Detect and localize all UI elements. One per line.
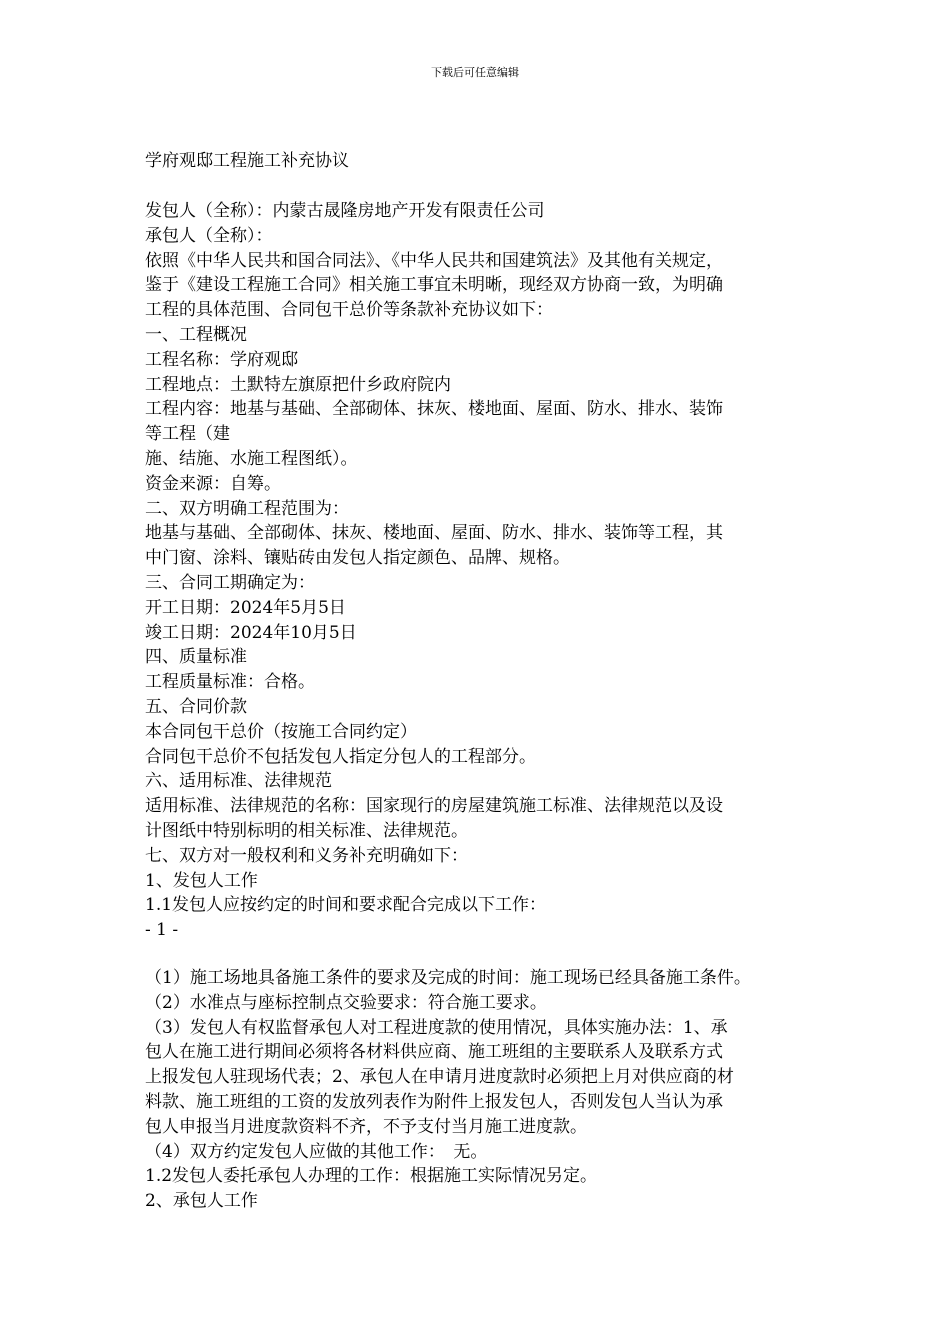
paragraph-line: （1）施工场地具备施工条件的要求及完成的时间：施工现场已经具备施工条件。 <box>145 968 751 988</box>
paragraph-line: 发包人（全称）：内蒙古晟隆房地产开发有限责任公司 <box>145 201 545 221</box>
paragraph-line: 料款、施工班组的工资的发放列表作为附件上报发包人，否则发包人当认为承 <box>145 1091 723 1112</box>
section-heading: 六、适用标准、法律规范 <box>145 771 332 792</box>
body-block-page-1 <box>145 199 835 943</box>
paragraph-line: 工程质量标准：合格。 <box>145 672 315 693</box>
paragraph-line: 开工日期：2024年5月5日 <box>145 597 346 618</box>
paragraph-line: 竣工日期：2024年10月5日 <box>145 622 357 643</box>
paragraph-line: 适用标准、法律规范的名称：国家现行的房屋建筑施工标准、法律规范以及设 <box>145 796 723 817</box>
header-note: 下载后可任意编辑 <box>431 66 519 79</box>
paragraph-line: 工程地点：土默特左旗原把什乡政府院内 <box>145 374 451 395</box>
paragraph-line: 施、结施、水施工程图纸）。 <box>145 448 358 469</box>
section-heading: 五、合同价款 <box>145 696 247 717</box>
section-heading: 七、双方对一般权利和义务补充明确如下： <box>145 845 468 866</box>
paragraph-line: 等工程（建 <box>145 424 230 445</box>
section-heading: 四、质量标准 <box>145 647 247 668</box>
paragraph-line: 鉴于《建设工程施工合同》相关施工事宜未明晰，现经双方协商一致，为明确 <box>145 275 723 296</box>
paragraph-line: 包人在施工进行期间必须将各材料供应商、施工班组的主要联系人及联系方式 <box>145 1042 723 1063</box>
subsection-heading: 1、发包人工作 <box>145 870 258 891</box>
paragraph-line: 地基与基础、全部砌体、抹灰、楼地面、屋面、防水、排水、装饰等工程，其 <box>145 523 723 544</box>
paragraph-line: 工程内容：地基与基础、全部砌体、抹灰、楼地面、屋面、防水、排水、装饰 <box>145 399 723 420</box>
paragraph-line: （3）发包人有权监督承包人对工程进度款的使用情况，具体实施办法：1、承 <box>145 1017 728 1038</box>
paragraph-line: 中门窗、涂料、镶贴砖由发包人指定颜色、品牌、规格。 <box>145 548 570 569</box>
paragraph-line: 上报发包人驻现场代表；2、承包人在申请月进度款时必须把上月对供应商的材 <box>145 1067 734 1088</box>
paragraph-line: 包人申报当月进度款资料不齐，不予支付当月施工进度款。 <box>145 1116 587 1137</box>
subsection-heading: 2、承包人工作 <box>145 1191 258 1212</box>
page-number: - 1 - <box>145 920 179 941</box>
body-block-page-2 <box>145 966 835 1214</box>
paragraph-line: （2）水准点与座标控制点交验要求：符合施工要求。 <box>145 992 547 1013</box>
paragraph-line: 计图纸中特别标明的相关标准、法律规范。 <box>145 820 468 841</box>
paragraph-line: （4）双方约定发包人应做的其他工作： 无。 <box>145 1141 488 1162</box>
paragraph-line: 1.1发包人应按约定的时间和要求配合完成以下工作： <box>145 895 547 916</box>
paragraph-line: 工程名称：学府观邸 <box>145 349 298 370</box>
paragraph-line: 合同包干总价不包括发包人指定分包人的工程部分。 <box>145 746 536 767</box>
section-heading: 三、合同工期确定为： <box>145 572 315 593</box>
paragraph-line: 1.2发包人委托承包人办理的工作：根据施工实际情况另定。 <box>145 1166 598 1187</box>
document-title: 学府观邸工程施工补充协议 <box>145 151 349 171</box>
section-heading: 一、工程概况 <box>145 324 247 345</box>
section-heading: 二、双方明确工程范围为： <box>145 498 349 519</box>
paragraph-line: 资金来源：自筹。 <box>145 473 281 494</box>
paragraph-line: 工程的具体范围、合同包干总价等条款补充协议如下： <box>145 300 553 321</box>
paragraph-line: 承包人（全称）： <box>145 225 273 246</box>
paragraph-line: 本合同包干总价（按施工合同约定） <box>145 721 417 742</box>
paragraph-line: 依照《中华人民共和国合同法》、《中华人民共和国建筑法》及其他有关规定， <box>145 250 723 271</box>
